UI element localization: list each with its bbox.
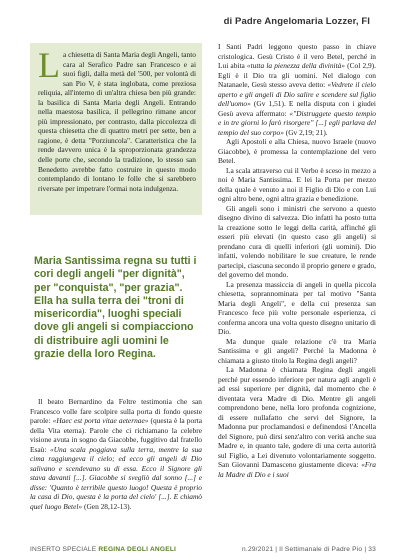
intro-box bbox=[30, 43, 202, 215]
section-label: INSERTO SPECIALE REGINA DEGLI ANGELI bbox=[30, 546, 177, 553]
author-header: di Padre Angelomaria Lozzer, FI bbox=[223, 16, 370, 27]
issue-info: n.29/2021 | Il Settimanale di Padre Pio | 33 bbox=[242, 546, 376, 553]
right-paragraph-3: La scala attraverso cui il Verbo è sceso in mezzo a noi è Maria Santissima. E lei la Porta per mezzo della quale è venuto a noi il Figlio di Dio e con Lui ogni altro bene, ogni altra grazia e benedizione. bbox=[218, 165, 376, 203]
page-number: 33 bbox=[368, 546, 376, 553]
pull-quote: Maria Santissima regna su tutti i cori degli angeli "per dignità", per "conquista", "per grazia". Ella ha sulla terra dei "troni di misericordia", luoghi speciali dove gli angeli si compiacciono di distribuire agli uomini le grazie della loro Regina. bbox=[34, 255, 197, 361]
right-paragraph-6: Ma dunque quale relazione c'è tra Maria Santissima e gli angeli? Perché la Madonna è chiamata a giusto titolo la Regina degli angeli? bbox=[218, 336, 376, 365]
left-paragraph: Il beato Bernardino da Feltre testimonia che san Francesco volle fare scolpire sulla porta di fondo queste parole: «Haec est porta vitae aeternae» (questa è la porta della Vita eterna). Parole che ci richiamano la celebre visione avuta in sogno da Giacobbe, fuggitivo dal fratello Esaù: «Una scala poggiava sulla terra, mentre la sua cima raggiungeva il cielo; ed ecco gli angeli di Dio salivano e scendevano su di essa. Ecco il Signore gli stava davanti [...]. Giacobbe si svegliò dal sonno [...] e disse: 'Quanto è terribile questo luogo! Questa è proprio la casa di Dio, questa è la porta del cielo' [...]. E chiamò quel luogo Betel» (Gen 28,12-13). bbox=[30, 397, 202, 511]
left-column bbox=[30, 397, 202, 511]
right-paragraph-2: Agli Apostoli e alla Chiesa, nuovo Israele (nuovo Giacobbe), è promessa la contemplazione del vero Betel. bbox=[218, 137, 376, 165]
right-paragraph-1: I Santi Padri leggono questo passo in chiave cristologica. Gesù Cristo è il vero Betel, perché in Lui abita «tutta la pienezza della divinità» (Col 2,9). Egli è il Dio tra gli uomini. Nel dialogo con Natanaele, Gesù stesso aveva detto: «Vedrete il cielo aperto e gli angeli di Dio salire e scendere sul figlio dell'uomo» (Gv 1,51). E nella disputa con i giudei Gesù aveva affermato: «"Distruggete questo tempio e in tre giorni lo farò risorgere" [...] egli parlava del tempio del suo corpo» (Gv 2,19; 21). bbox=[218, 42, 376, 137]
drop-cap: L bbox=[38, 45, 60, 85]
right-column bbox=[218, 42, 376, 479]
right-paragraph-7: La Madonna è chiamata Regina degli angeli perché pur essendo inferiore per natura agli angeli è ad essi superiore per dignità, dal momento che è diventata vera Madre di Dio. Mentre gli angeli comprendono bene, nella loro profonda cognizione, di essere nullafatto che servi del Signore, la Madonna pur proclamandosi e definendosi l'Ancella del Signore, può dirsi senz'altro con verità anche sua Madre e, in quanto tale, godere di una certa autorità sul Figlio, a Lei divenuto volontariamente soggetto. San Giovanni Damasceno giustamente diceva: «Fra la Madre di Dio e i suoi bbox=[218, 365, 376, 479]
intro-paragraph: a chiesetta di Santa Maria degli Angeli, tanto cara al Serafico Padre san Francesco e ai suoi figli, dalla metà del '500, per volontà di san Pio V, è stata inglobata, come preziosa reliquia, all'interno di un'altra chiesa ben più grande: la basilica di Santa Maria degli Angeli. Entrando nella maestosa basilica, il pellegrino rimane ancor più impressionato, per contrasto, dalla piccolezza di questa chiesetta che di quattro metri per sette, ben a ragione, è detta "Porziuncola". Caratteristica che la rende davvero unica è la sproporzionata grandezza delle porte che, secondo la tradizione, lo stesso san Benedetto avrebbe fatto costruire in questo modo contemplando di lontano le folle che si sarebbero riversate per impetrare l'ormai nota indulgenza. bbox=[38, 50, 196, 193]
right-paragraph-4: Gli angeli sono i ministri che servono a questo disegno divino di salvezza. Dio infatti ha posto tutta la creazione sotto le leggi della carità, affinché gli esseri più elevati (in questo caso gli angeli) si prendano cura di quelli inferiori (gli uomini). Dio infatti, volendo nobilitare le sue creature, le rende partecipi, ciascuna secondo il proprio genere e grado, del governo del mondo. bbox=[218, 203, 376, 279]
intro-text bbox=[38, 45, 196, 193]
right-paragraph-5: La presenza massiccia di angeli in quella piccola chiesetta, soprannominata per tal motivo "Santa Maria degli Angeli", e della cui presenza san Francesco fece più volte personale esperienza, ci conferma ancora una volta questo disegno unitario di Dio. bbox=[218, 279, 376, 336]
